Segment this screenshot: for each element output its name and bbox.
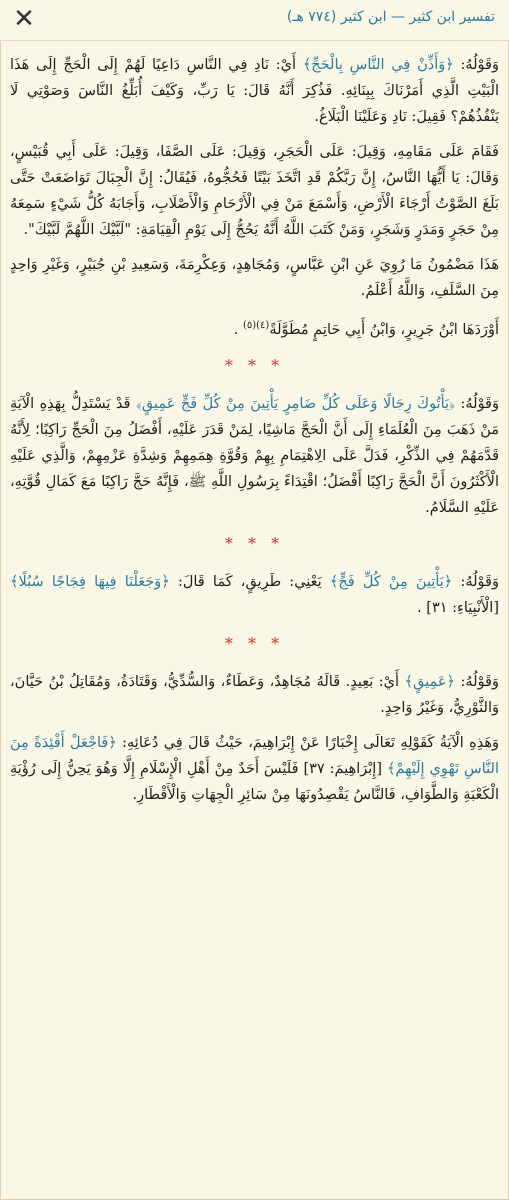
paragraph-ibrahim <box>10 730 499 808</box>
quran-verse: ﴿فَاجْعَلْ أَفْئِدَةً مِنَ النَّاسِ تَهْوِي إِلَيْهِمْ﴾ <box>10 734 499 777</box>
text: قَدْ يَسْتَدِلُّ بِهَذِهِ الْآيَةِ مَنْ ذَهَبَ مِنَ الْعُلَمَاءِ إِلَى أَنَّ الْحَجَّ مَاشِيًا، لِمَنْ قَدَرَ عَلَيْهِ، أَفْضَلُ مِنَ الْحَجِّ رَاكِبًا؛ لِأَنَّهُ قَدَّمَهُمْ فِي الذِّكْرِ، فَدَلَّ عَلَى الِاهْتِمَامِ بِهِمْ وَقُوَّةِ هِمَمِهِمْ وَشِدَّةِ عَزْمِهِمْ، وَالَّذِي عَلَيْهِ الْأَكْثَرُونَ أَنَّ الْحَجَّ رَاكِبًا أَفْضَلُ؛ اقْتِدَاءً بِرَسُولِ اللَّهِ ﷺ، فَإِنَّهُ حَجَّ رَاكِبًا مَعَ كَمَالِ قُوَّتِهِ، عَلَيْهِ السَّلَامُ. <box>10 395 499 516</box>
text: وَقَوْلُهُ: <box>452 573 499 590</box>
text: أَيْ: بَعِيدٍ. قَالَهُ مُجَاهِدٌ، وَعَطَاءٌ، وَالسُّدِّيُّ، وَقَتَادَةُ، وَمُقَاتِلُ بْنُ حَيَّانَ، وَالثَّوْرِيُّ، وَغَيْرُ وَاحِدٍ. <box>10 673 499 716</box>
paragraph-narrators: هَذَا مَضْمُونُ مَا رُوِيَ عَنِ ابْنِ عَبَّاسٍ، وَمُجَاهِدٍ، وَعِكْرِمَةَ، وَسَعِيدِ بْنِ جُبَيْرٍ، وَغَيْرِ وَاحِدٍ مِنَ السَّلَفِ، وَاللَّهُ أَعْلَمُ. <box>10 257 499 299</box>
quran-verse: ﴿وَجَعَلْنَا فِيهَا فِجَاجًا سُبُلًا﴾ <box>10 573 170 590</box>
header-bar <box>0 0 509 41</box>
text: . <box>233 321 243 338</box>
quran-verse: ﴿يَأْتِينَ مِنْ كُلِّ فَجٍّ﴾ <box>329 573 453 590</box>
text: وَقَوْلُهُ: <box>455 673 499 690</box>
text: وَقَوْلُهُ: <box>453 57 499 73</box>
quran-verse: ﴿وَأَذِّنْ فِي النَّاسِ بِالْحَجِّ﴾ <box>302 57 454 73</box>
text: يَعْنِي: طَرِيقٍ، كَمَا قَالَ: <box>169 573 330 590</box>
paragraph-adhdhin <box>10 52 499 130</box>
tafsir-content <box>10 52 499 817</box>
paragraph-amiq <box>10 669 499 721</box>
paragraph-rijalan <box>10 391 499 521</box>
close-icon[interactable]: ✕ <box>13 4 35 34</box>
separator: * * * <box>224 533 285 553</box>
paragraph-sources <box>10 313 499 343</box>
quran-verse: ﴿عَمِيقٍ﴾ <box>404 673 455 690</box>
text: [إِبْرَاهِيمَ: ٣٧] فَلَيْسَ أَحَدٌ مِنْ أَهْلِ الْإِسْلَامِ إِلَّا وَهُوَ يَحِنُّ إِلَى رُؤْيَةِ الْكَعْبَةِ وَالطَّوَافِ، فَالنَّاسُ يَقْصِدُونَهَا مِنْ سَائِرِ الْجِهَاتِ وَالْأَقْطَارِ. <box>10 760 499 803</box>
footnote-ref[interactable]: (٤)(٥) <box>242 320 270 331</box>
quran-verse: ﴿يَأْتُوكَ رِجَالًا وَعَلَى كُلِّ ضَامِرٍ يَأْتِينَ مِنْ كُلِّ فَجٍّ عَمِيقٍ﴾ <box>135 395 456 412</box>
paragraph-fajj <box>10 569 499 621</box>
paragraph-call: فَقَامَ عَلَى مَقَامِهِ، وَقِيلَ: عَلَى الْحَجَرِ، وَقِيلَ: عَلَى الصَّفَا، وَقِيلَ: عَلَى أَبِي قُبَيْسٍ، وَقَالَ: يَا أَيُّهَا النَّاسُ، إِنَّ رَبَّكُمْ قَدِ اتَّخَذَ بَيْتًا فَحُجُّوهُ، فَيُقَالُ: إِنَّ الْجِبَالَ تَوَاضَعَتْ حَتَّى بَلَغَ الصَّوْتُ أَرْجَاءَ الْأَرْضِ، وَأَسْمَعَ مَنْ فِي الْأَرْحَامِ وَالْأَصْلَابِ، وَأَجَابَهُ كُلُّ شَيْءٍ سَمِعَهُ مِنْ حَجَرٍ وَمَدَرٍ وَشَجَرٍ، وَمَنْ كَتَبَ اللَّهُ أَنَّهُ يَحُجُّ إِلَى يَوْمِ الْقِيَامَةِ: "لَبَّيْكَ اللَّهُمَّ لَبَّيْكَ". <box>10 144 499 238</box>
text: وَهَذِهِ الْآيَةُ كَقَوْلِهِ تَعَالَى إِخْبَارًا عَنْ إِبْرَاهِيمَ، حَيْثُ قَالَ فِي دُعَائِهِ: <box>116 734 499 751</box>
text: [الْأَنْبِيَاءِ: ٣١] . <box>417 599 499 616</box>
text: أَيْ: نَادِ فِي النَّاسِ دَاعِيًا لَهُمْ إِلَى الْحَجِّ إِلَى هَذَا الْبَيْتِ الَّذِي أَمَرْنَاكَ بِبِنَائِهِ. فَذُكِرَ أَنَّهُ قَالَ: يَا رَبِّ، وَكَيْفَ أُبَلِّغُ النَّاسَ وَصَوْتِي لَا يَنْفُذُهُمْ؟ فَقِيلَ: نَادِ وَعَلَيْنَا الْبَلَاغُ. <box>10 57 499 125</box>
separator: * * * <box>224 355 285 375</box>
text: وَقَوْلُهُ: <box>455 395 499 412</box>
separator: * * * <box>224 633 285 653</box>
page-title: تفسير ابن كثير — ابن كثير (٧٧٤ هـ) <box>286 9 495 25</box>
text: أَوْرَدَهَا ابْنُ جَرِيرٍ، وَابْنُ أَبِي حَاتِمٍ مُطَوَّلَةً <box>269 321 499 338</box>
